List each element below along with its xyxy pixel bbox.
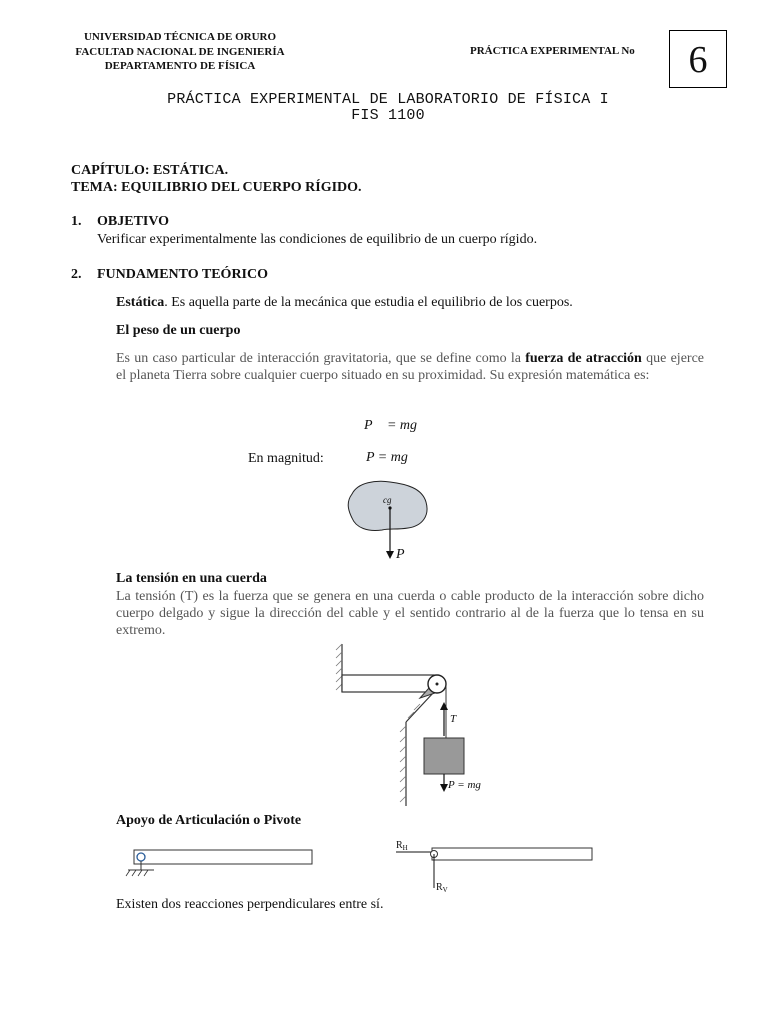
topic-title: TEMA: EQUILIBRIO DEL CUERPO RÍGIDO. (71, 180, 362, 195)
magnitude-label: En magnitud: (248, 451, 324, 466)
pivot-pin (137, 853, 145, 861)
university-name: UNIVERSIDAD TÉCNICA DE ORURO (83, 31, 277, 43)
tension-diagram (334, 642, 504, 808)
rigid-body-blob (348, 481, 427, 530)
upper-wall-hatch (336, 644, 342, 690)
slanted-wall (406, 692, 434, 722)
faculty-name: FACULTAD NACIONAL DE INGENIERÍA (75, 45, 285, 58)
practice-label: PRÁCTICA EXPERIMENTAL No (470, 45, 635, 57)
weight-force-label: P⃗ (396, 547, 416, 562)
statics-text: . Es aquella parte de la mecánica que estudia el equilibrio de los cuerpos. (164, 295, 573, 310)
objective-text: Verificar experimentalmente las condiciones de equilibrio de un cuerpo rígido. (97, 232, 538, 247)
weight-arrow-head (386, 551, 394, 559)
institution-header (60, 30, 300, 74)
weight-heading: El peso de un cuerpo (116, 323, 241, 338)
objective-heading: OBJETIVO (97, 214, 170, 229)
pivot-text: Existen dos reacciones perpendiculares entre sí. (116, 897, 384, 912)
pivot-reactions-diagram (392, 836, 596, 894)
block-weight-label: P = mg (448, 779, 481, 791)
chapter-title: CAPÍTULO: ESTÁTICA. (71, 163, 229, 178)
weight-paragraph (116, 350, 704, 384)
tension-heading: La tensión en una cuerda (116, 571, 267, 586)
lower-wall-hatch (400, 704, 420, 802)
pivot-beam (134, 850, 312, 864)
pulley-axle (436, 683, 439, 686)
hanging-block (424, 738, 464, 774)
tension-arrow-head (440, 702, 448, 710)
title-line-2: FIS 1100 (351, 107, 425, 124)
statics-term: Estática (116, 295, 165, 310)
department-name: DEPARTAMENTO DE FÍSICA (104, 60, 256, 72)
ground-hatch (126, 870, 148, 876)
weight-diagram (344, 478, 434, 564)
rv-label: $R_V$ (436, 882, 448, 894)
weight-text-b: que ejerce el planeta Tierra sobre cualquier cuerpo situado en su proximidad. Su expresión matemática es: (116, 351, 705, 383)
formula-vector: P⃗ = mg⃗ (364, 418, 428, 433)
chapter-block (71, 162, 362, 196)
practice-number-box: 6 (669, 30, 727, 88)
weight-text-bold: fuerza de atracción (525, 351, 642, 366)
cg-label: cg (383, 495, 392, 505)
tension-paragraph: La tensión (T) es la fuerza que se genera en una cuerda o cable producto de la interacción sobre dicho cuerpo delgado y sigue la dirección del cable y el sentido contrario al de la fuerza que lo tensa en su extremo. (116, 589, 704, 638)
weight-text-a: Es un caso particular de interacción gravitatoria, que se define como la (116, 351, 526, 366)
tension-label: T (450, 713, 457, 725)
free-body-beam (432, 848, 592, 860)
pivot-heading: Apoyo de Articulación o Pivote (116, 813, 302, 828)
title-line-1: PRÁCTICA EXPERIMENTAL DE LABORATORIO DE FÍSICA I (167, 91, 609, 108)
theory-number: 2. (71, 267, 82, 282)
rh-label: $R_H$ (396, 840, 408, 852)
shelf (342, 675, 434, 692)
objective-number: 1. (71, 214, 82, 229)
theory-heading: FUNDAMENTO TEÓRICO (97, 267, 269, 282)
formula-scalar: P = mg (366, 450, 408, 465)
statics-definition (116, 294, 573, 311)
pivot-support-diagram (124, 842, 318, 882)
page-title (0, 92, 768, 124)
block-weight-arrow-head (440, 784, 448, 792)
